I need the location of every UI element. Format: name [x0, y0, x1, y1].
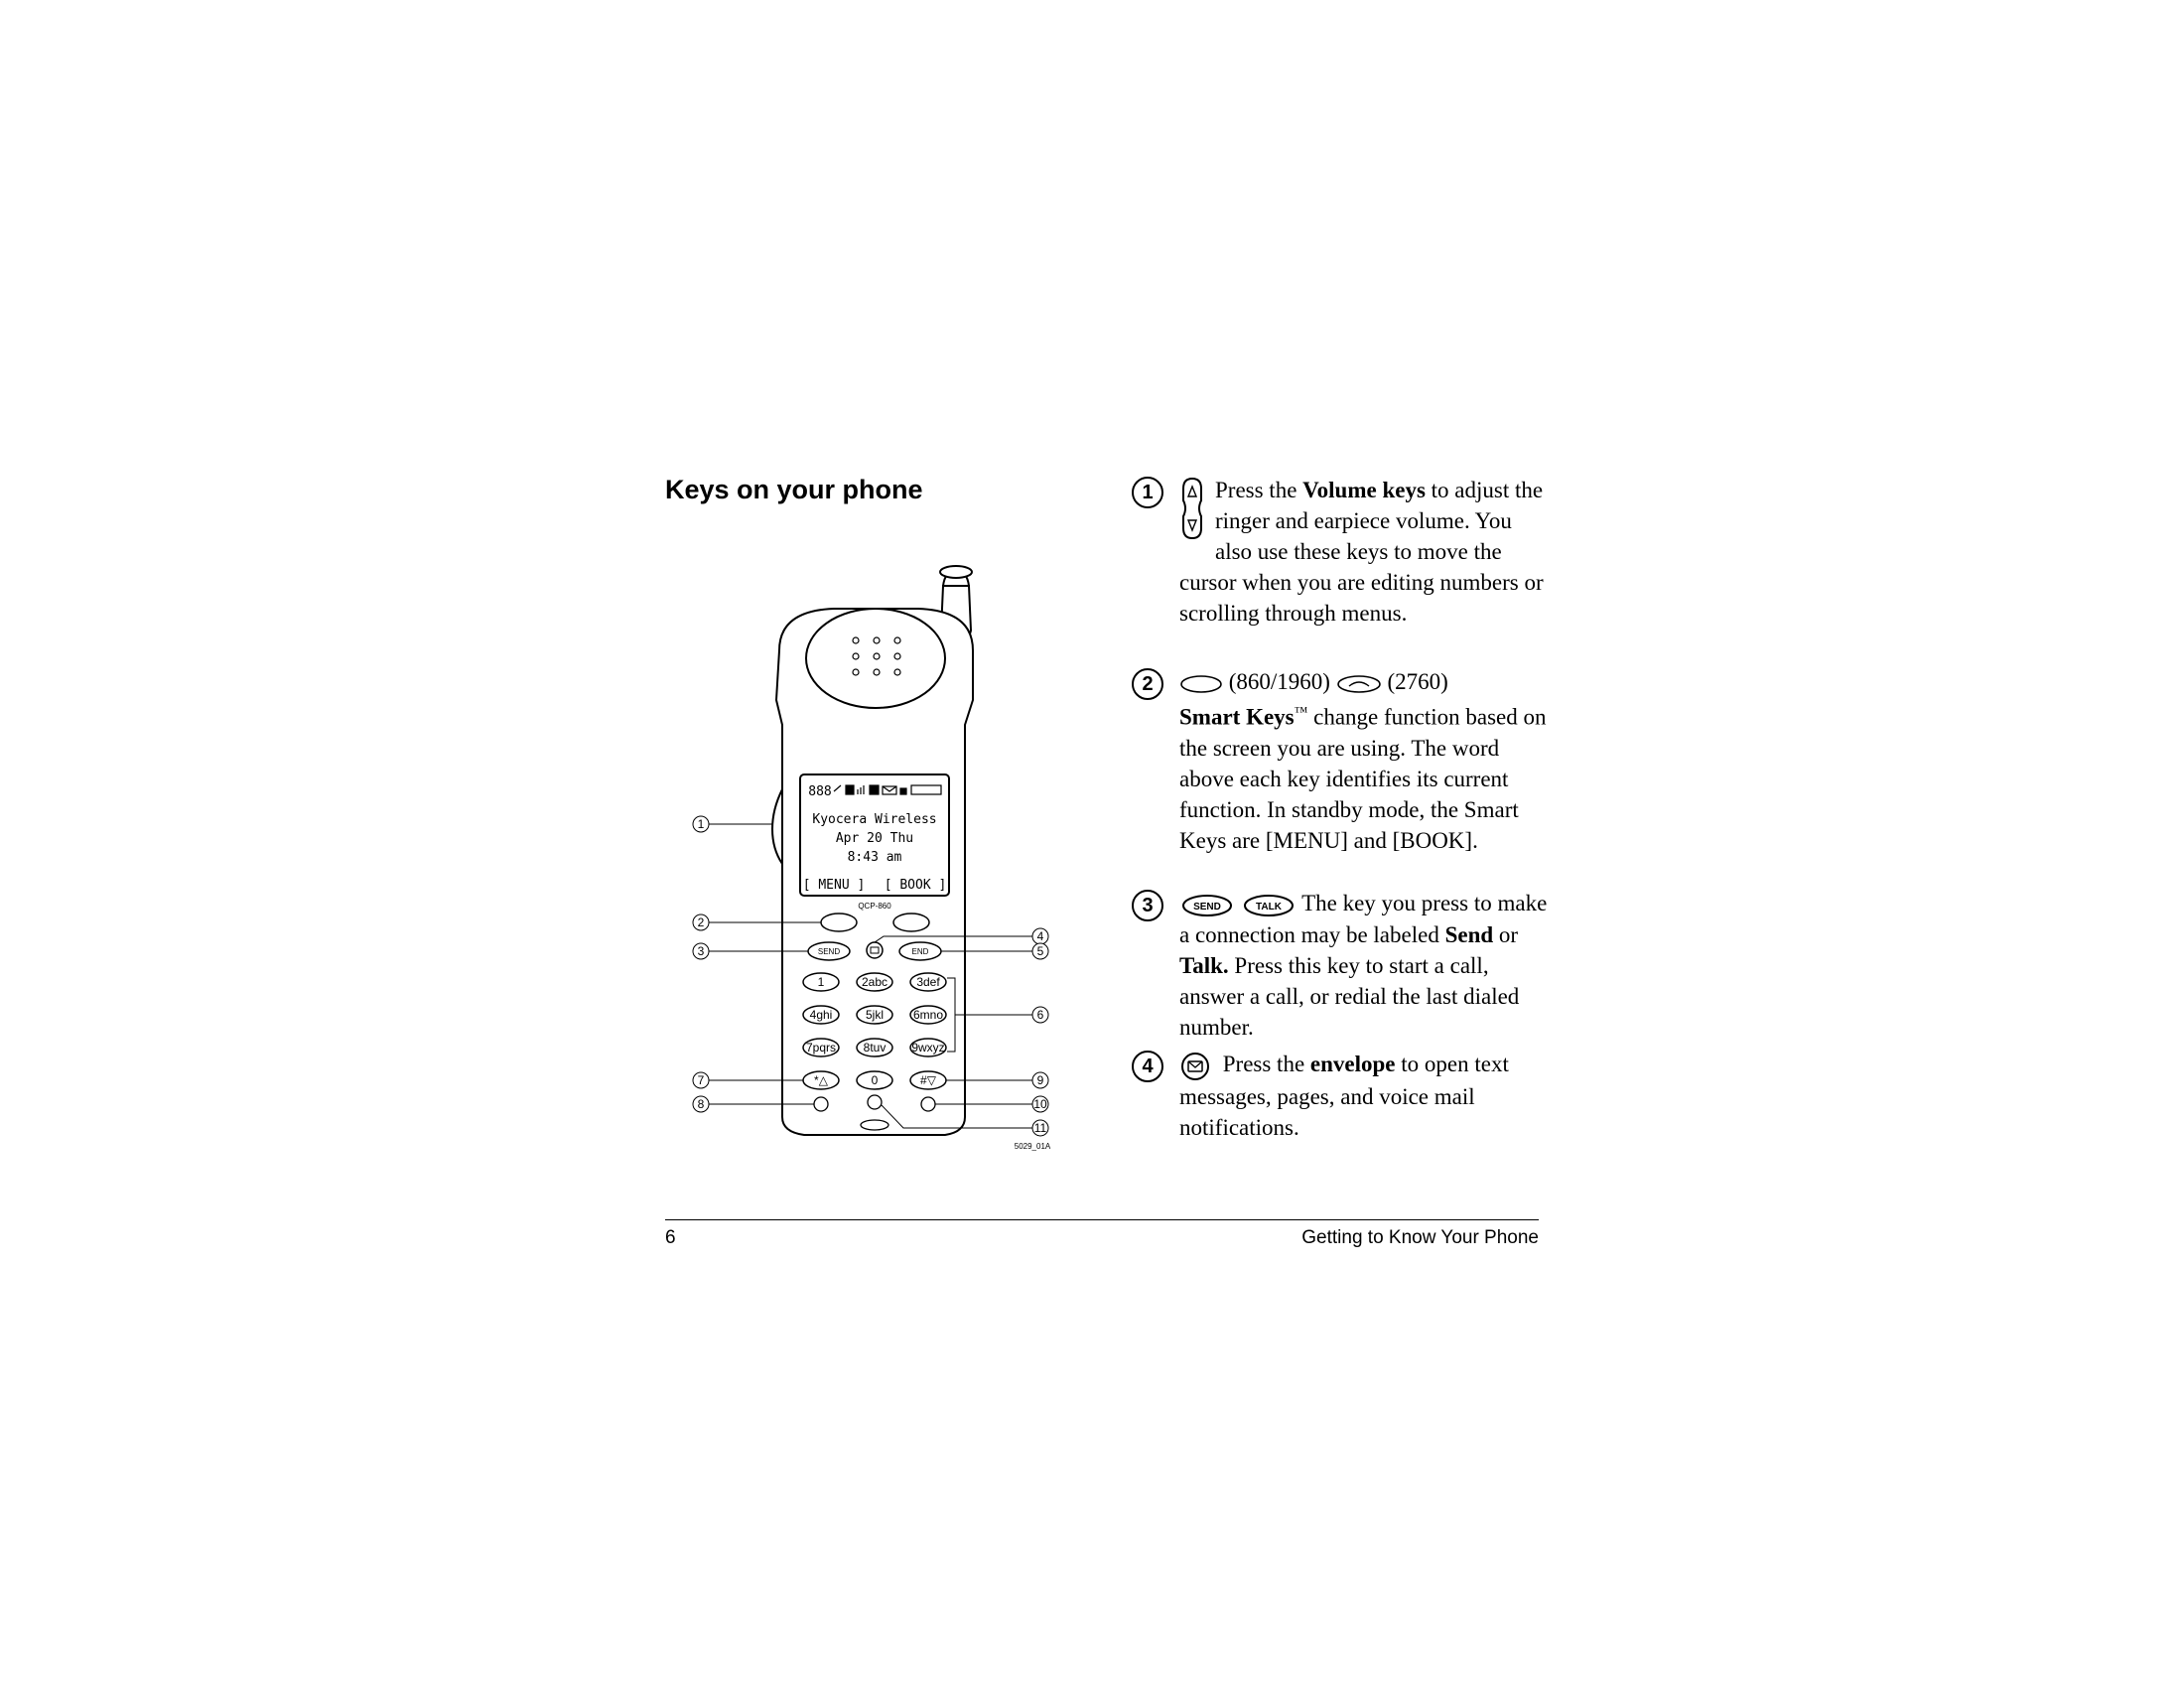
- key-pound: #▽: [920, 1073, 936, 1087]
- key-description-send: [1132, 888, 1549, 1043]
- item-4-text-a: Press the: [1222, 1052, 1310, 1076]
- footer-rule: [665, 1219, 1539, 1220]
- page-number: 6: [665, 1227, 676, 1248]
- talk-term: Talk.: [1179, 952, 1229, 978]
- item-number-2: 2: [1132, 668, 1163, 700]
- smart-key-models-a: (860/1960): [1228, 669, 1330, 694]
- softkey-label-right: [ BOOK ]: [884, 878, 947, 893]
- screen-line-1: Kyocera Wireless: [812, 812, 937, 827]
- model-label: QCP-860: [858, 902, 891, 911]
- key-description-smart-keys: [1132, 666, 1549, 856]
- item-1-text: [1132, 475, 1549, 629]
- item-1-text-b: to adjust the ringer and earpiece volume. You also use these keys to move the cursor when you are editing numbers or scrolling through menus.: [1179, 478, 1544, 626]
- phone-illustration: [685, 551, 1062, 1157]
- callout-6: 6: [1036, 1008, 1044, 1022]
- send-icon-label: SEND: [1193, 901, 1221, 913]
- callout-8: 8: [697, 1097, 705, 1111]
- callout-7: 7: [697, 1073, 705, 1087]
- talk-icon-label: TALK: [1255, 901, 1282, 913]
- softkey-label-left: [ MENU ]: [802, 878, 866, 893]
- key-description-volume: [1132, 475, 1549, 629]
- item-3-text-c: Press this key to start a call, answer a call, or redial the last dialed number.: [1179, 952, 1520, 1040]
- trademark-mark: ™: [1294, 705, 1308, 720]
- item-2-text-rest: change function based on the screen you are using. The word above each key identifies its current function. In standby mode, the Smart Keys are [MENU] and [BOOK].: [1179, 704, 1547, 853]
- screen-line-2: Apr 20 Thu: [835, 831, 914, 846]
- envelope-key: [867, 942, 883, 958]
- volume-keys-icon: [1179, 475, 1205, 542]
- send-key-icon: [1179, 892, 1235, 919]
- item-1-text-a: Press the: [1215, 478, 1303, 502]
- key-description-envelope: [1132, 1049, 1549, 1143]
- envelope-term: envelope: [1309, 1052, 1396, 1076]
- end-key-label: END: [911, 947, 929, 956]
- callout-11: 11: [1033, 1121, 1047, 1135]
- key-7: 7pqrs: [805, 1041, 837, 1055]
- phone-screen: [800, 774, 949, 896]
- key-4: 4ghi: [809, 1008, 833, 1022]
- callout-10: 10: [1033, 1097, 1047, 1111]
- screen-line-3: 8:43 am: [847, 850, 902, 865]
- key-6: 6mno: [912, 1008, 944, 1022]
- key-star: *△: [814, 1073, 828, 1087]
- talk-key-icon: [1241, 892, 1297, 919]
- volume-keys-term: Volume keys: [1302, 478, 1426, 502]
- item-3-text: [1132, 888, 1549, 1043]
- key-5: 5jkl: [865, 1008, 885, 1022]
- envelope-key-icon: [1179, 1052, 1211, 1081]
- figure-code: 5029_01A: [1014, 1142, 1051, 1151]
- callout-5: 5: [1036, 944, 1044, 958]
- key-3: 3def: [916, 975, 940, 989]
- callout-2: 2: [697, 915, 705, 929]
- key-2: 2abc: [861, 975, 888, 989]
- screen-status: 888: [808, 784, 832, 799]
- page-heading: Keys on your phone: [665, 475, 923, 504]
- smart-key-models-b: (2760): [1387, 669, 1448, 694]
- key-8: 8tuv: [863, 1041, 887, 1055]
- item-4-text: [1132, 1049, 1549, 1143]
- footer-section-title: Getting to Know Your Phone: [1301, 1227, 1539, 1248]
- key-0: 0: [871, 1073, 879, 1087]
- smart-key-curved-icon: [1336, 673, 1382, 695]
- item-3-text-a: The key you press to make a connection may be labeled: [1179, 891, 1548, 947]
- callout-9: 9: [1036, 1073, 1044, 1087]
- smart-key-oval-icon: [1179, 673, 1223, 695]
- item-2-text: [1132, 666, 1549, 856]
- smart-keys-term: Smart Keys: [1179, 704, 1295, 730]
- item-3-text-b: or: [1493, 921, 1519, 947]
- key-1: 1: [817, 975, 825, 989]
- send-key-label: SEND: [817, 947, 841, 956]
- item-number-3: 3: [1132, 890, 1163, 921]
- send-term: Send: [1444, 921, 1494, 947]
- item-number-4: 4: [1132, 1051, 1163, 1082]
- callout-4: 4: [1036, 929, 1044, 943]
- callout-3: 3: [697, 944, 705, 958]
- callout-1: 1: [697, 817, 705, 831]
- item-number-1: 1: [1132, 477, 1163, 508]
- item-4-text-b: to open text messages, pages, and voice mail notifications.: [1179, 1052, 1509, 1140]
- key-9: 9wxyz: [911, 1041, 945, 1055]
